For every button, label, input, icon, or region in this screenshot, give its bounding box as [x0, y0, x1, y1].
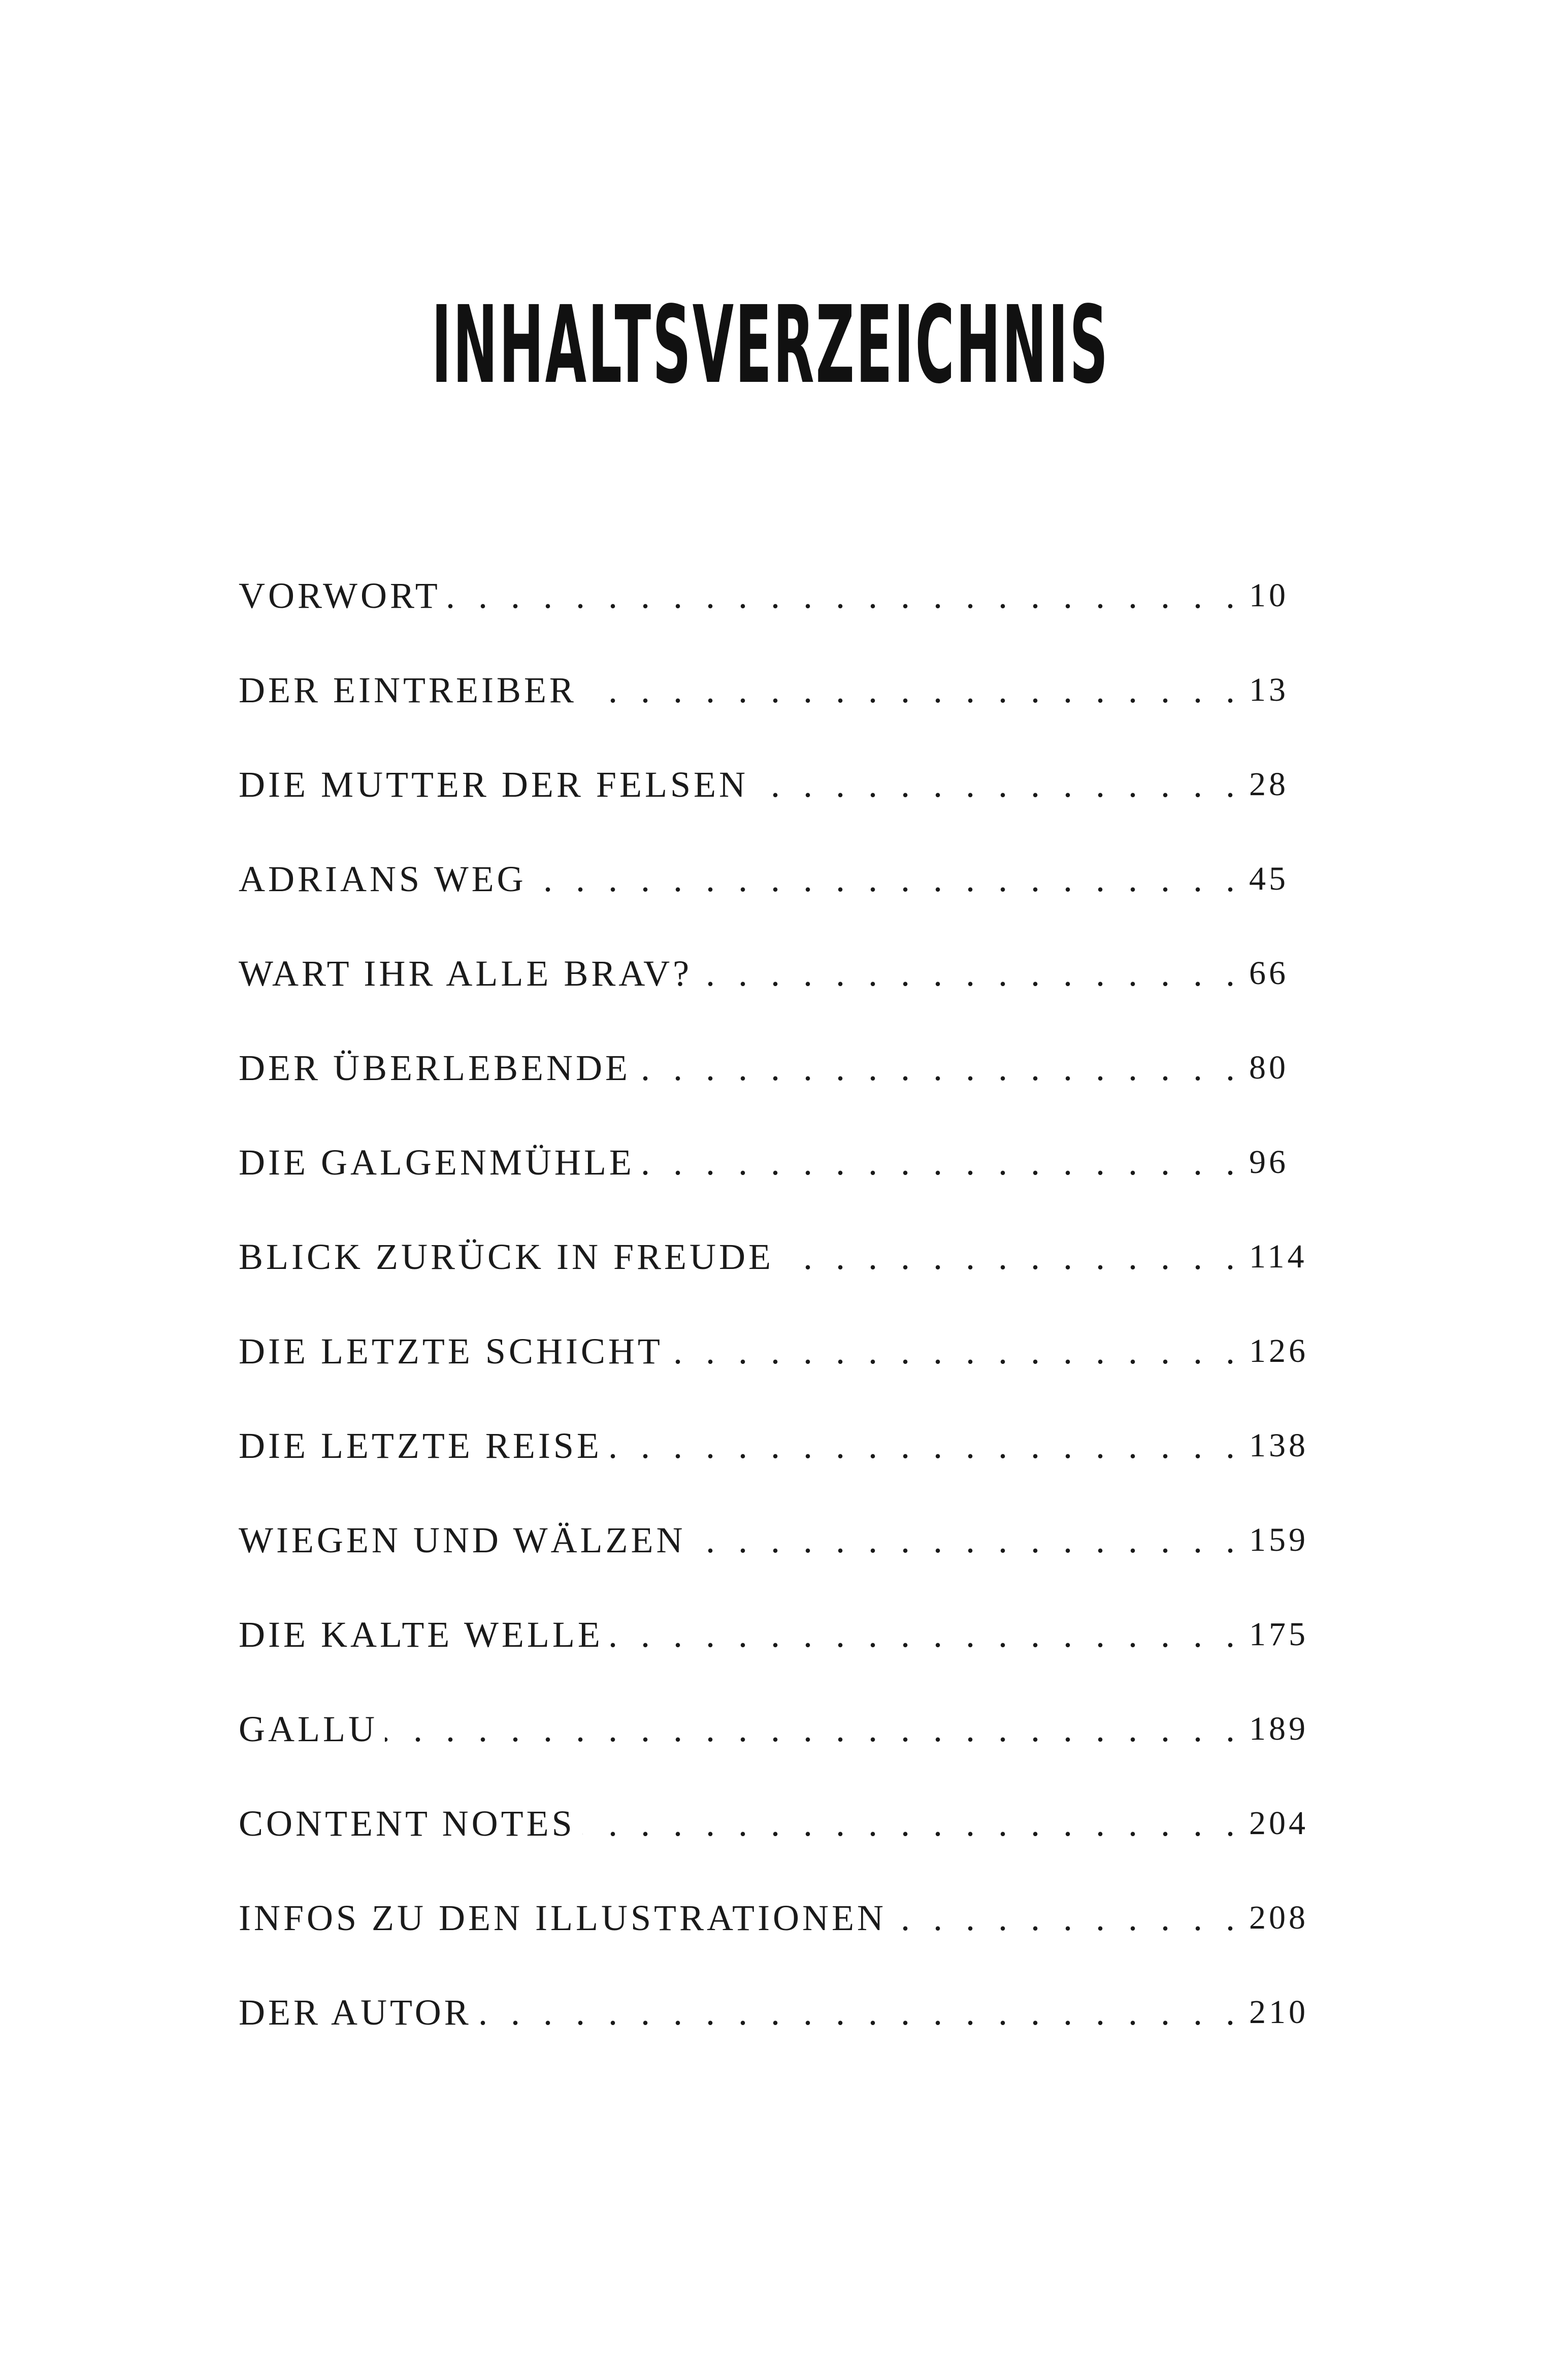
toc-leader-dots [638, 1050, 1242, 1086]
toc-entry-label: DIE MUTTER DER FELSEN [239, 764, 748, 805]
toc-entry [239, 643, 1315, 737]
toc-leader-dots [642, 1144, 1242, 1181]
toc-entry-label: VORWORT [239, 575, 441, 616]
toc-leader-dots [756, 766, 1242, 803]
toc-entry-page: 45 [1249, 860, 1289, 897]
toc-entry-label: GALLU [239, 1708, 378, 1749]
toc-entry-label: DER ÜBERLEBENDE [239, 1047, 631, 1088]
toc-entry [239, 737, 1315, 832]
toc-entry-label: DIE KALTE WELLE [239, 1614, 603, 1655]
toc-leader-dots [448, 577, 1242, 614]
toc-entry-label: WIEGEN UND WÄLZEN [239, 1519, 686, 1560]
toc-leader-dots [781, 1238, 1242, 1275]
toc-entry-page: 126 [1249, 1332, 1308, 1370]
toc-entry [239, 1398, 1315, 1493]
toc-entry [239, 1871, 1315, 1965]
table-of-contents [239, 548, 1315, 2060]
toc-entry-page: 13 [1249, 671, 1289, 708]
toc-leader-dots [582, 1805, 1242, 1842]
toc-entry [239, 1493, 1315, 1587]
toc-entry [239, 1776, 1315, 1871]
toc-entry-page: 28 [1249, 766, 1289, 803]
toc-entry-label: DIE LETZTE SCHICHT [239, 1330, 663, 1372]
toc-leader-dots [670, 1333, 1242, 1370]
toc-leader-dots [610, 1616, 1242, 1653]
toc-leader-dots [534, 861, 1242, 897]
toc-entry-page: 208 [1249, 1899, 1308, 1936]
toc-entry-label: DER AUTOR [239, 1992, 472, 2033]
toc-leader-dots [584, 672, 1242, 708]
toc-entry-page: 175 [1249, 1616, 1308, 1653]
toc-entry-label: WART IHR ALLE BRAV? [239, 953, 693, 994]
toc-entry [239, 1304, 1315, 1398]
toc-leader-dots [479, 1994, 1242, 2031]
toc-entry [239, 1965, 1315, 2060]
toc-entry [239, 832, 1315, 926]
toc-entry [239, 1210, 1315, 1304]
toc-entry-page: 96 [1249, 1144, 1289, 1181]
toc-entry-label: BLICK ZURÜCK IN FREUDE [239, 1236, 774, 1277]
toc-entry-page: 66 [1249, 955, 1289, 992]
toc-entry-page: 114 [1249, 1238, 1307, 1275]
toc-entry [239, 926, 1315, 1021]
toc-entry-label: DIE LETZTE REISE [239, 1425, 602, 1466]
toc-leader-dots [894, 1900, 1242, 1936]
toc-entry-label: ADRIANS WEG [239, 858, 527, 899]
page-title: INHALTSVERZEICHNIS [431, 283, 1110, 407]
toc-entry [239, 1115, 1315, 1210]
toc-entry-page: 189 [1249, 1710, 1308, 1747]
toc-entry-label: DER EINTREIBER [239, 669, 577, 710]
toc-entry-label: INFOS ZU DEN ILLUSTRATIONEN [239, 1897, 887, 1938]
toc-entry [239, 1682, 1315, 1776]
toc-entry-page: 210 [1249, 1994, 1308, 2031]
toc-entry [239, 1587, 1315, 1682]
toc-entry-page: 10 [1249, 577, 1289, 614]
toc-leader-dots [693, 1522, 1242, 1558]
toc-entry [239, 548, 1315, 643]
toc-entry-page: 159 [1249, 1521, 1308, 1558]
toc-entry-page: 138 [1249, 1427, 1308, 1464]
toc-entry [239, 1021, 1315, 1115]
toc-leader-dots [609, 1427, 1242, 1464]
toc-leader-dots [699, 955, 1242, 992]
toc-leader-dots [385, 1711, 1242, 1747]
toc-entry-page: 204 [1249, 1805, 1308, 1842]
toc-entry-page: 80 [1249, 1049, 1289, 1086]
toc-entry-label: CONTENT NOTES [239, 1803, 575, 1844]
toc-entry-label: DIE GALGENMÜHLE [239, 1142, 635, 1183]
